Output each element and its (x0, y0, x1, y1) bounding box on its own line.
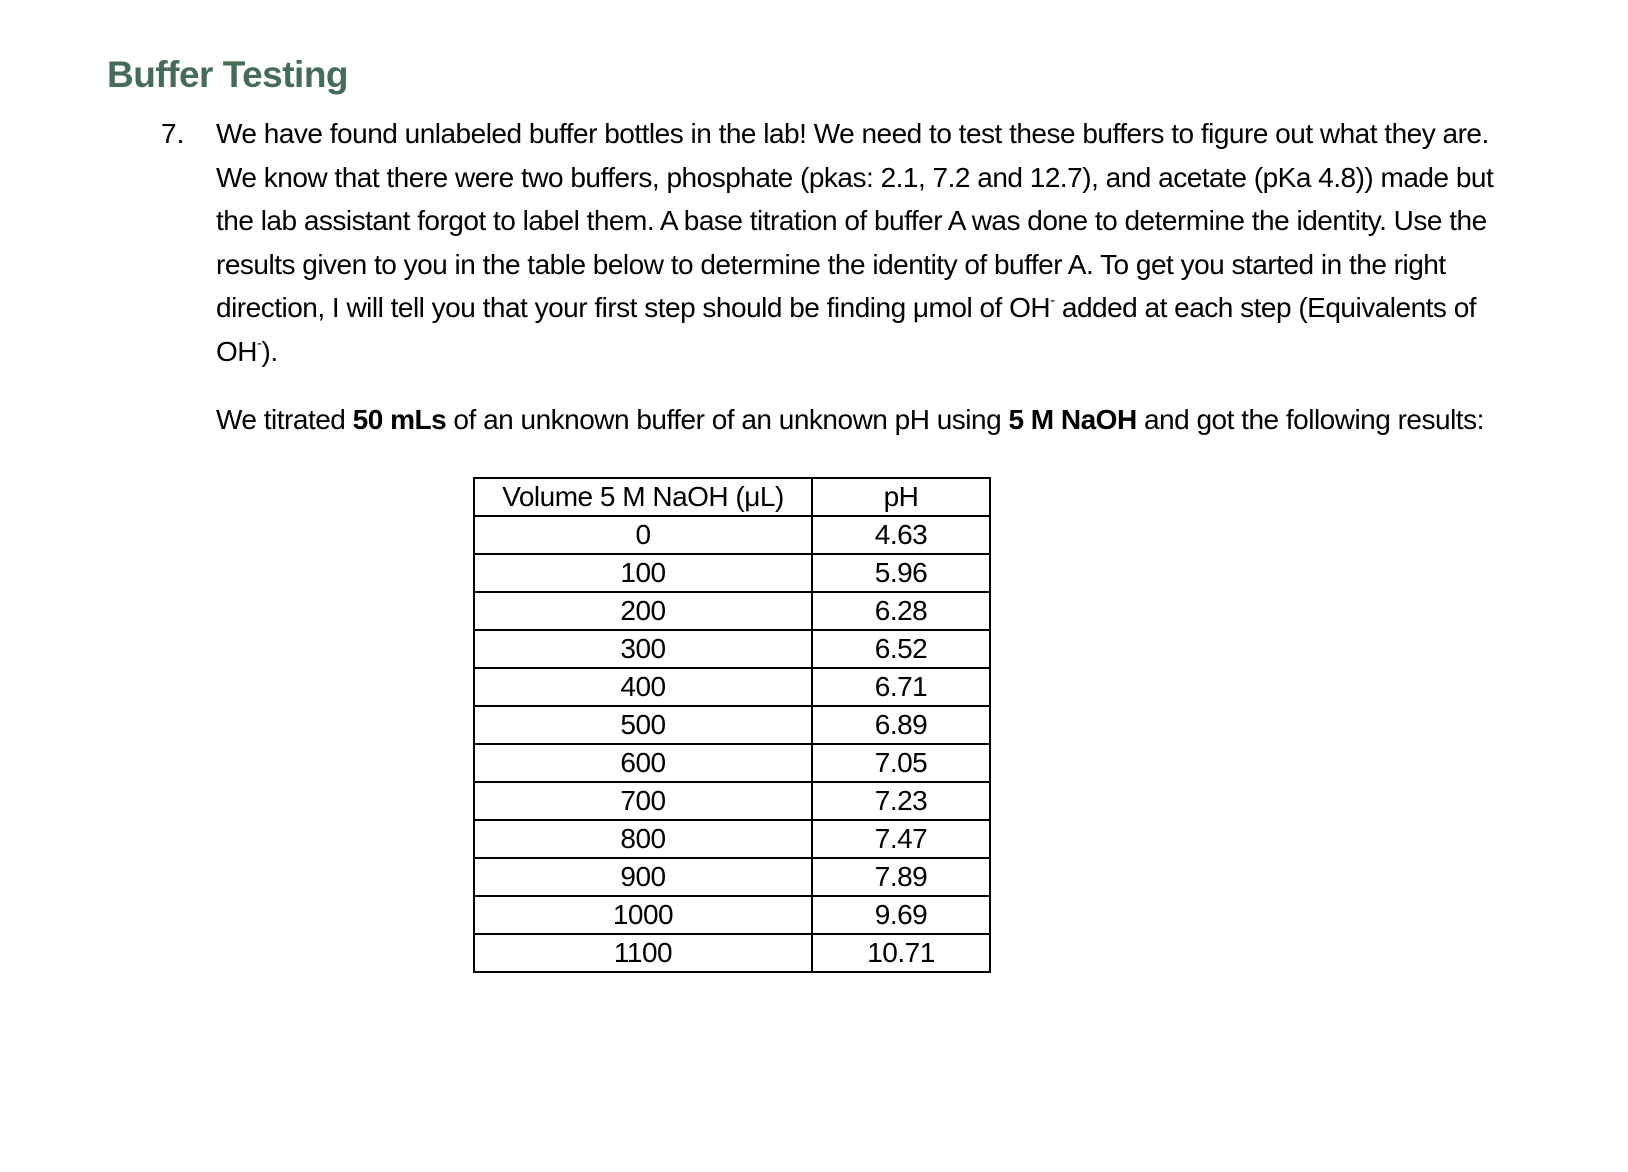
ph-cell: 7.47 (812, 820, 990, 858)
header-ph: pH (812, 478, 990, 516)
ph-cell: 9.69 (812, 896, 990, 934)
ph-cell: 6.28 (812, 592, 990, 630)
table-row (474, 554, 990, 592)
question-text (216, 112, 1546, 373)
table-row (474, 782, 990, 820)
volume-cell: 0 (474, 516, 812, 554)
table-row (474, 516, 990, 554)
table-row (474, 592, 990, 630)
volume-cell: 100 (474, 554, 812, 592)
table-row (474, 820, 990, 858)
volume-cell: 700 (474, 782, 812, 820)
section-heading: Buffer Testing (107, 54, 349, 95)
table-header-row (474, 478, 990, 516)
intro-text-3: and got the following results: (1136, 404, 1484, 435)
question-line-6-part-b: ). (261, 335, 278, 367)
ph-cell: 4.63 (812, 516, 990, 554)
superscript-minus: - (1050, 291, 1055, 309)
ph-cell: 7.05 (812, 744, 990, 782)
titration-intro (216, 400, 1484, 440)
volume-cell: 1000 (474, 896, 812, 934)
ph-cell: 5.96 (812, 554, 990, 592)
question-line-5 (216, 286, 1546, 330)
volume-cell: 200 (474, 592, 812, 630)
question-line-6 (216, 330, 1546, 374)
table-row (474, 934, 990, 972)
table-row (474, 668, 990, 706)
question-line-5-part-a: direction, I will tell you that your first step should be finding μmol of OH (216, 292, 1051, 323)
volume-cell: 600 (474, 744, 812, 782)
question-line-2: We know that there were two buffers, phosphate (pkas: 2.1, 7.2 and 12.7), and acetate (pKa 4.8)) made but (216, 161, 1494, 193)
intro-titrant-bold: 5 M NaOH (1008, 404, 1137, 435)
intro-text-1: We titrated (216, 404, 353, 435)
question-line-3: the lab assistant forgot to label them. A base titration of buffer A was done to determine the identity. Use the (216, 205, 1487, 236)
superscript-minus: - (257, 335, 262, 353)
table-row (474, 896, 990, 934)
intro-text-2: of an unknown buffer of an unknown pH using (446, 404, 1009, 435)
table-row (474, 630, 990, 668)
volume-cell: 800 (474, 820, 812, 858)
question-line-6-part-a: OH (216, 335, 257, 367)
titration-table (473, 477, 991, 973)
table-row (474, 706, 990, 744)
question-number: 7. (161, 118, 185, 149)
volume-cell: 300 (474, 630, 812, 668)
table-row (474, 858, 990, 896)
intro-volume-bold: 50 mLs (352, 404, 447, 435)
header-volume: Volume 5 M NaOH (μL) (474, 478, 812, 516)
volume-cell: 500 (474, 706, 812, 744)
table-row (474, 744, 990, 782)
ph-cell: 6.71 (812, 668, 990, 706)
question-line-5-part-b: added at each step (Equivalents of (1054, 292, 1477, 323)
ph-cell: 7.23 (812, 782, 990, 820)
volume-cell: 400 (474, 668, 812, 706)
volume-cell: 1100 (474, 934, 812, 972)
volume-cell: 900 (474, 858, 812, 896)
ph-cell: 10.71 (812, 934, 990, 972)
ph-cell: 6.52 (812, 630, 990, 668)
ph-cell: 7.89 (812, 858, 990, 896)
question-line-4: results given to you in the table below to determine the identity of buffer A. To get you started in the right (216, 248, 1446, 280)
ph-cell: 6.89 (812, 706, 990, 744)
question-line-1: We have found unlabeled buffer bottles in the lab! We need to test these buffers to figure out what they are. (216, 118, 1489, 149)
